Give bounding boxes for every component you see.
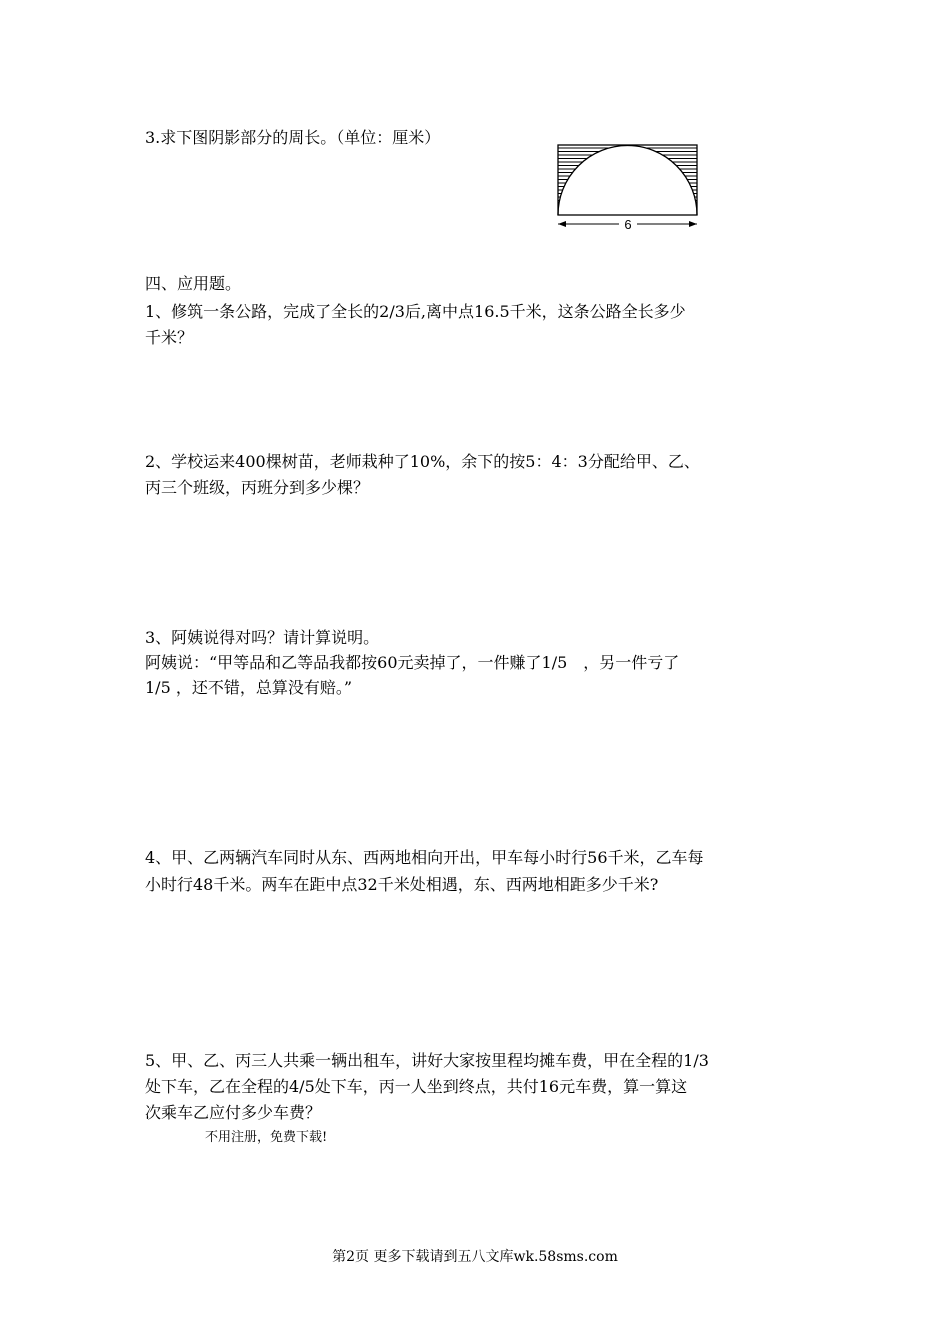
app-q3-line1: 3、阿姨说得对吗？请计算说明。	[145, 628, 380, 647]
app-q2-line2: 丙三个班级，丙班分到多少棵？	[145, 478, 370, 497]
app-q5-line1: 5、甲、乙、丙三人共乘一辆出租车，讲好大家按里程均摊车费，甲在全程的1/3	[145, 1051, 709, 1070]
app-q4-line1: 4、甲、乙两辆汽车同时从东、西两地相向开出，甲车每小时行56千米，乙车每	[145, 848, 704, 867]
app-q3-line3: 1/5 ，还不错，总算没有赔。”	[145, 678, 353, 697]
app-q5-line3: 次乘车乙应付多少车费？	[145, 1103, 322, 1122]
app-q3-line2: 阿姨说：“甲等品和乙等品我都按60元卖掉了，一件赚了1/5 ，另一件亏了	[145, 653, 680, 672]
arrow-left-icon	[558, 221, 566, 227]
app-q1-line1: 1、修筑一条公路，完成了全长的2/3后,离中点16.5千米，这条公路全长多少	[145, 302, 686, 321]
dimension-label: 6	[624, 217, 632, 232]
app-q4-line2: 小时行48千米。两车在距中点32千米处相遇，东、西两地相距多少千米?	[145, 875, 659, 894]
question-3-perimeter: 3.求下图阴影部分的周长。（单位：厘米）	[145, 128, 441, 147]
shaded-region	[553, 140, 703, 220]
page-footer: 第2页 更多下载请到五八文库wk.58sms.com	[332, 1249, 618, 1265]
arrow-right-icon	[689, 221, 697, 227]
section-heading: 四、应用题。	[145, 274, 242, 293]
app-q5-line2: 处下车，乙在全程的4/5处下车，丙一人坐到终点，共付16元车费，算一算这	[145, 1077, 688, 1096]
semicircle-figure	[553, 140, 703, 232]
app-q1-line2: 千米？	[145, 328, 194, 347]
download-note: 不用注册，免费下载!	[205, 1130, 328, 1145]
app-q2-line1: 2、学校运来400棵树苗，老师栽种了10%，余下的按5：4：3分配给甲、乙、	[145, 452, 700, 471]
